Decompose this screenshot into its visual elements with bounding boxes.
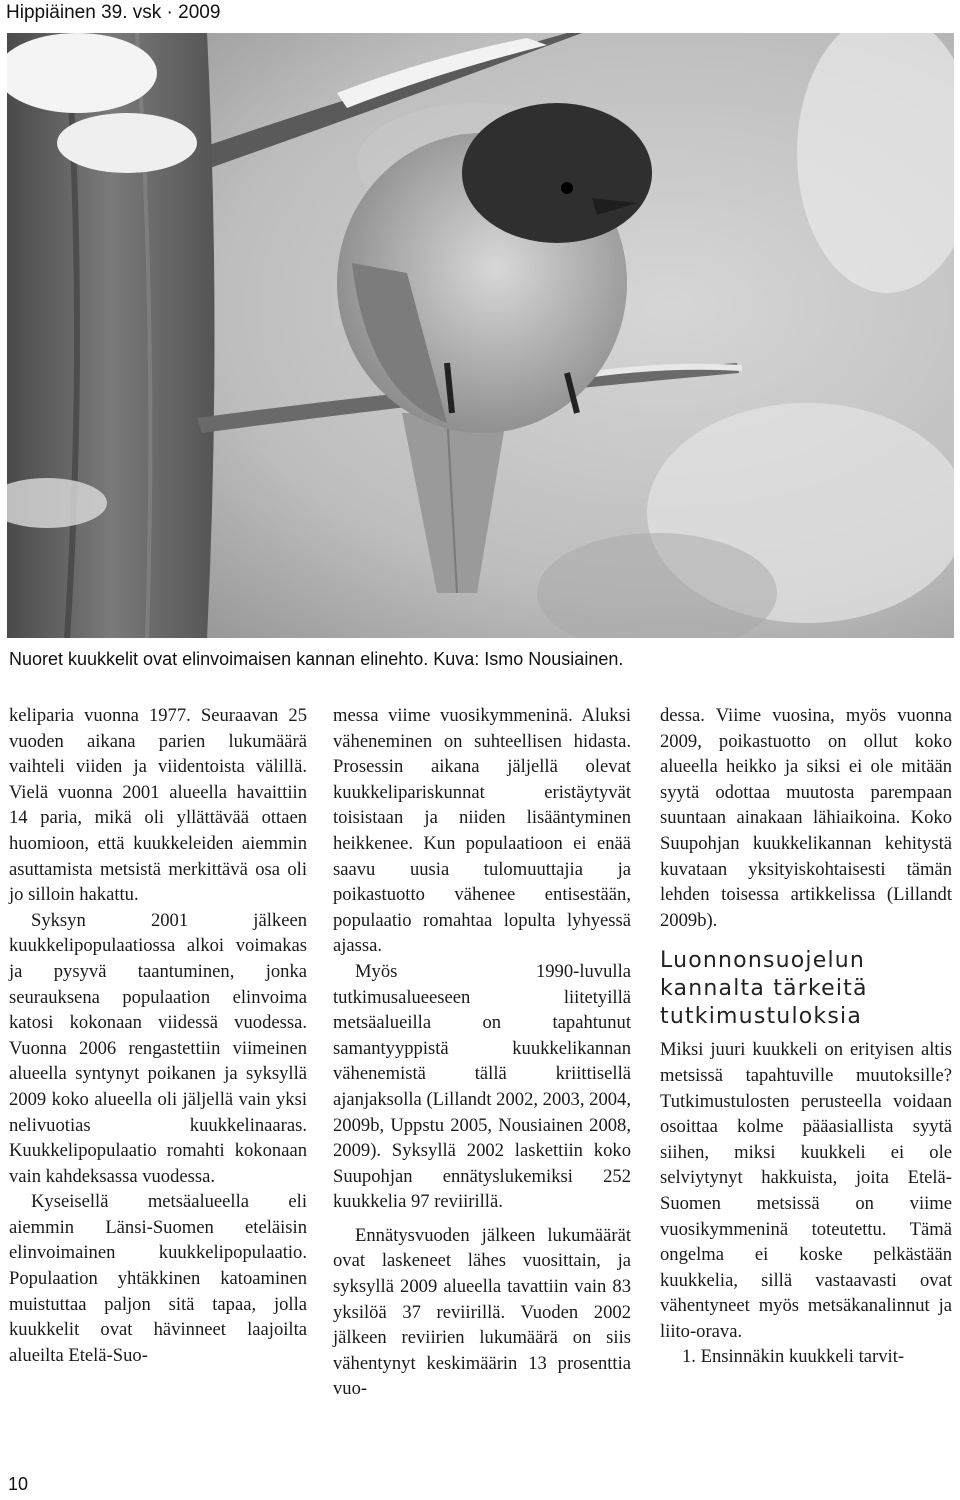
paragraph: Myös 1990-luvulla tutkimusalueeseen liitetyillä metsäalueilla on tapahtunut samantyyppistä kuukkelikannan vähenemistä tällä kriittisellä ajanjaksolla (Lillandt 2002, 2003, 2004, 2009b, Uppstu 2005, Nousiainen 2008, 2009). Syksyllä 2002 laskettiin koko Suupohjan ennätyslukemiksi 252 kuukkelia 97 reviirillä. — [333, 960, 631, 1213]
page-number: 10 — [8, 1474, 29, 1494]
paragraph: messa viime vuosikymmeninä. Aluksi väheneminen on suhteellisen hidasta. Prosessin aikana jäljellä olevat kuukkelipariskunnat eristäytyvät toisistaan ja niiden lisääntyminen heikkenee. Kun populaatioon ei enää saavu uusia tulomuuttajia ja poikastuotto vähenee entisestään, populaatio romahtaa lopulta lyhyessä ajassa. — [333, 705, 631, 957]
paragraph: Miksi juuri kuukkeli on erityisen altis metsissä tapahtuville muutoksille? Tutkimustulosten perusteella voidaan osoittaa kolme pääasiallista syytä siihen, miksi kuukkeli ei ole selviytynyt hakkuista, joita Etelä-Suomen metsissä on viime vuosikymmeninä toteutettu. Tämä ongelma ei koske pelkästään kuukkelia, sillä vastaavasti ovat vähentyneet myös metsäkanalinnut ja liito-orava. — [660, 1039, 952, 1342]
paragraph: keliparia vuonna 1977. Seuraavan 25 vuoden aikana parien lukumäärä vaihteli viiden ja viidentoista välillä. Vielä vuonna 2001 alueella havaittiin 14 paria, mikä oli yllättävää ottaen huomioon, että kuukkeleiden aiemmin asuttamista metsistä merkittävä osa oli jo silloin hakattu. — [9, 705, 307, 906]
paragraph: 1. Ensinnäkin kuukkeli tarvit- — [682, 1346, 905, 1368]
text-column-2 — [333, 703, 631, 1402]
photo-caption: Nuoret kuukkelit ovat elinvoimaisen kannan elinehto. Kuva: Ismo Nousiainen. — [9, 649, 624, 669]
paragraph: Ennätysvuoden jälkeen lukumäärät ovat laskeneet lähes vuosittain, ja syksyllä 2009 alueella tavattiin vain 83 yksilöä 37 reviirillä. Vuoden 2002 jälkeen reviirien lukumäärä on siis vähentynyt keskimäärin 13 prosenttia vuo- — [333, 1224, 631, 1400]
paragraph: Kyseisellä metsäalueella eli aiemmin Länsi-Suomen eteläisin elinvoimainen kuukkelipopulaatio. Populaation yhtäkkinen katoaminen muistuttaa paljon sitä tapaa, jolla kuukkelit ovat hävinneet laajoilta alueilta Etelä-Suo- — [9, 1191, 307, 1366]
running-header: Hippiäinen 39. vsk · 2009 — [6, 2, 221, 23]
bird-photo — [7, 33, 954, 638]
paragraph: Syksyn 2001 jälkeen kuukkelipopulaatiossa alkoi voimakas ja pysyvä taantuminen, jonka seurauksena populaation elinvoima katosi kokonaan viidessä vuodessa. Vuonna 2006 rengastettiin viimeinen alueella syntynyt poikanen ja syksyllä 2009 koko alueella oli jäljellä vain yksi nelivuotias kuukkelinaaras. Kuukkelipopulaatio romahti kokonaan vain kahdeksassa vuodessa. — [9, 909, 307, 1187]
text-column-1 — [9, 703, 307, 1368]
paragraph: dessa. Viime vuosina, myös vuonna 2009, poikastuotto on ollut koko alueella heikko ja siksi ei ole mitään syytä odottaa muutosta parempaan suuntaan ainakaan lähiaikoina. Koko Suupohjan kuukkelikannan kehitystä kuvataan yksityiskohtaisesti tämän lehden toisessa artikkelissa (Lillandt 2009b). — [660, 705, 952, 931]
section-subheading: Luonnonsuojelun kannalta tärkeitä tutkimustuloksia — [660, 948, 868, 1030]
text-column-3 — [660, 703, 952, 1370]
